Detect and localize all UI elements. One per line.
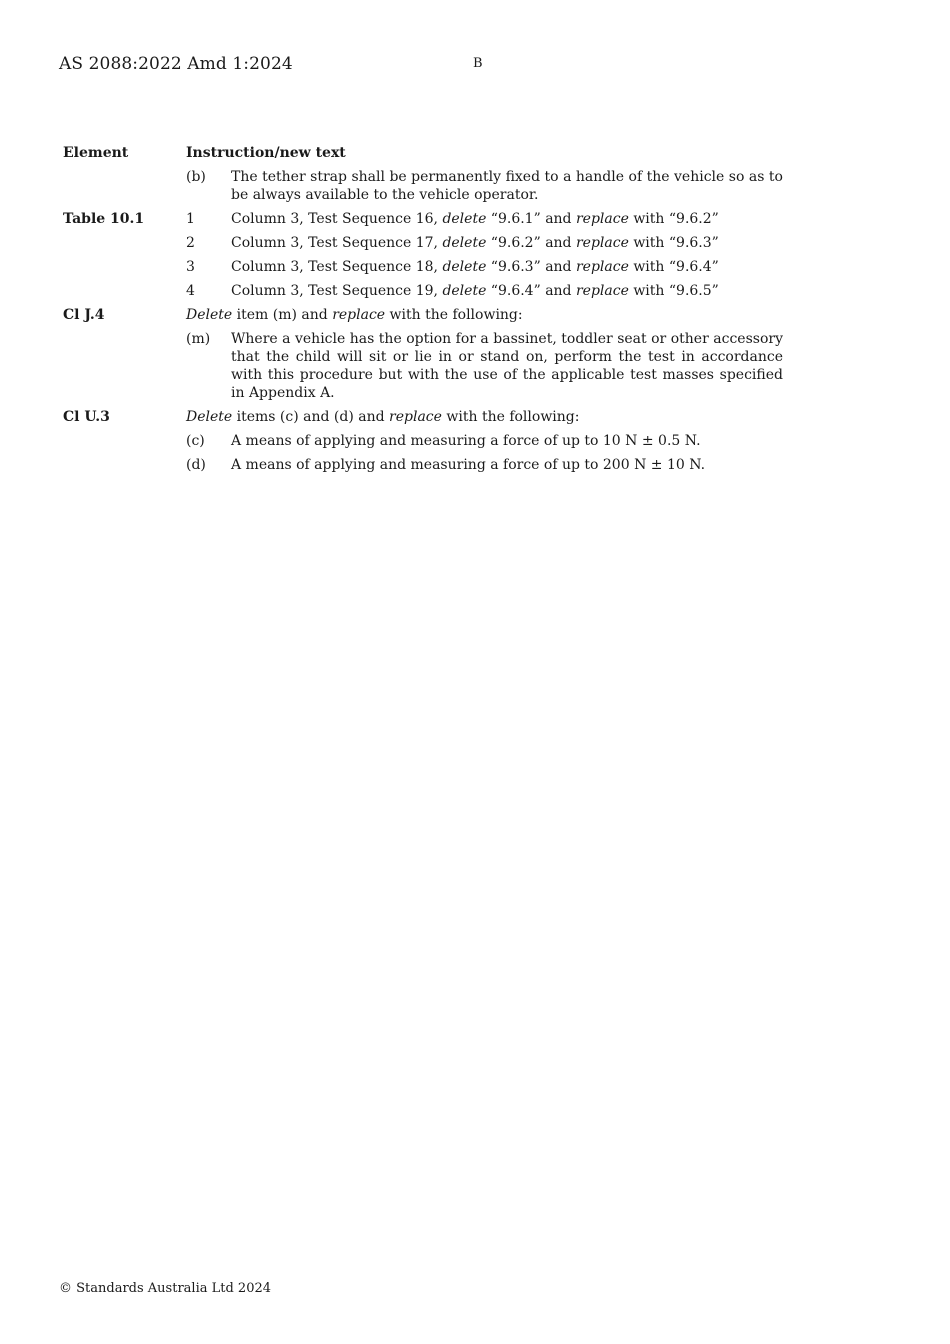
row-element: Cl U.3 <box>63 409 110 425</box>
instruction-verb-delete: Delete <box>186 307 233 323</box>
row-item-number: 2 <box>186 235 195 251</box>
text-segment: “9.6.4” and <box>486 283 576 299</box>
instruction-verb-replace: replace <box>575 259 629 275</box>
row-instruction <box>186 306 783 324</box>
instruction-verb-delete: delete <box>442 283 487 299</box>
row-item-text <box>231 258 783 276</box>
column-header-instruction: Instruction/new text <box>186 145 346 161</box>
table-row <box>63 168 783 204</box>
instruction-verb-replace: replace <box>575 235 629 251</box>
row-item-text <box>231 210 783 228</box>
row-item-number: 1 <box>186 211 195 227</box>
column-header-element: Element <box>63 145 129 161</box>
text-segment: “9.6.2” and <box>486 235 576 251</box>
row-item-text: A means of applying and measuring a force of up to 10 N ± 0.5 N. <box>231 433 701 449</box>
row-item-text <box>231 282 783 300</box>
text-segment: Column 3, Test Sequence 17, <box>231 235 443 251</box>
text-segment: with “9.6.5” <box>628 283 719 299</box>
text-segment: item (m) and <box>232 307 333 323</box>
row-item-text: A means of applying and measuring a force of up to 200 N ± 10 N. <box>231 457 706 473</box>
row-item-text: Where a vehicle has the option for a bassinet, toddler seat or other accessory that the child will sit or lie in or stand on, perform the test in accordance with this procedure but with the use of the applicable test masses specified in Appendix A. <box>231 331 783 401</box>
text-segment: with “9.6.3” <box>628 235 719 251</box>
row-item-number: (m) <box>186 331 211 347</box>
text-segment: with “9.6.4” <box>628 259 719 275</box>
table-row <box>63 456 783 474</box>
row-element: Table 10.1 <box>63 211 145 227</box>
table-header-row <box>63 144 783 162</box>
row-item-number: 3 <box>186 259 195 275</box>
row-item-number: 4 <box>186 283 195 299</box>
instruction-verb-replace: replace <box>575 211 629 227</box>
row-item-number: (d) <box>186 457 206 473</box>
instruction-verb-replace: replace <box>332 307 386 323</box>
table-row <box>63 408 783 426</box>
instruction-verb-replace: replace <box>575 283 629 299</box>
text-segment: Column 3, Test Sequence 18, <box>231 259 443 275</box>
row-element: Cl J.4 <box>63 307 105 323</box>
text-segment: with the following: <box>385 307 523 323</box>
table-row <box>63 306 783 324</box>
text-segment: with “9.6.2” <box>628 211 719 227</box>
text-segment: Column 3, Test Sequence 16, <box>231 211 443 227</box>
row-item-text: The tether strap shall be permanently fixed to a handle of the vehicle so as to be always available to the vehicle operator. <box>231 169 783 203</box>
instruction-verb-delete: Delete <box>186 409 233 425</box>
text-segment: Column 3, Test Sequence 19, <box>231 283 443 299</box>
row-item-number: (c) <box>186 433 205 449</box>
text-segment: “9.6.3” and <box>486 259 576 275</box>
row-instruction <box>186 408 783 426</box>
text-segment: with the following: <box>441 409 580 425</box>
table-row <box>63 282 783 300</box>
table-row <box>63 210 783 228</box>
instruction-verb-replace: replace <box>389 409 442 425</box>
table-row <box>63 234 783 252</box>
row-item-text <box>231 234 783 252</box>
text-segment: items (c) and (d) and <box>232 409 390 425</box>
table-row <box>63 330 783 402</box>
row-item-number: (b) <box>186 169 206 185</box>
text-segment: “9.6.1” and <box>486 211 576 227</box>
amendment-table <box>63 144 783 480</box>
table-row <box>63 258 783 276</box>
instruction-verb-delete: delete <box>442 211 487 227</box>
document-identifier: AS 2088:2022 Amd 1:2024 <box>59 54 293 74</box>
instruction-verb-delete: delete <box>442 259 487 275</box>
copyright-footer: © Standards Australia Ltd 2024 <box>59 1281 272 1296</box>
table-row <box>63 432 783 450</box>
instruction-verb-delete: delete <box>442 235 487 251</box>
page-letter: B <box>473 56 483 71</box>
